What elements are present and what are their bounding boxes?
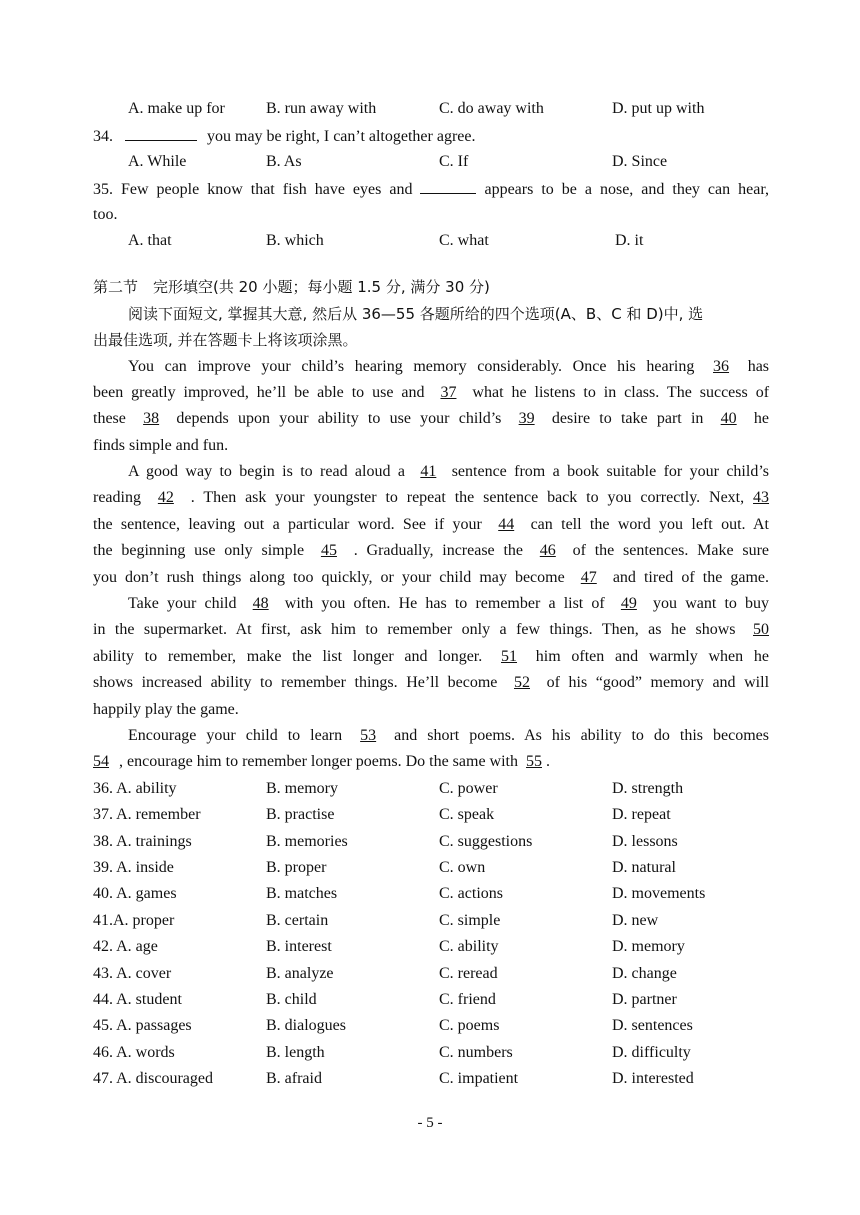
choice-d: D. interested (612, 1070, 694, 1088)
choice-b: B. length (266, 1043, 325, 1061)
choice-c: C. friend (439, 990, 496, 1008)
q35-option-d: D. it (615, 231, 644, 249)
passage-p4-line2 (93, 749, 769, 775)
choice-d: D. difficulty (612, 1043, 691, 1061)
passage-text: and short poems. As his ability to do this becomes (394, 726, 769, 744)
blank-48: 48 (252, 595, 269, 613)
exam-page (93, 96, 769, 1092)
choice-c: C. suggestions (439, 832, 533, 850)
choice-a: 43. A. cover (93, 964, 172, 982)
passage-text: can tell the word you left out. At (530, 515, 770, 533)
choice-c: C. poems (439, 1017, 500, 1035)
choice-d: D. repeat (612, 806, 671, 824)
q35-text-before: Few people know that fish have eyes and (121, 181, 413, 199)
choice-d: D. sentences (612, 1017, 693, 1035)
choice-a: 42. A. age (93, 938, 158, 956)
choice-c: C. reread (439, 964, 498, 982)
choice-b: B. matches (266, 885, 338, 903)
q33-options (93, 96, 769, 122)
passage-p2-line5 (93, 565, 769, 591)
passage-text: , encourage him to remember longer poems. Do the same with (119, 753, 518, 771)
q34-text: you may be right, I can’t altogether agree. (207, 128, 476, 146)
passage-text: desire to take part in (551, 410, 704, 428)
choice-b: B. proper (266, 858, 327, 876)
passage-text: depends upon your ability to use your child’s (176, 410, 502, 428)
q35-blank (420, 175, 476, 194)
choice-b: B. memories (266, 832, 348, 850)
choice-a: 47. A. discouraged (93, 1070, 213, 1088)
passage-text: the beginning use only simple (93, 542, 305, 560)
q35-option-b: B. which (266, 231, 324, 249)
choice-a: 36. A. ability (93, 779, 177, 797)
passage-text: . (546, 753, 550, 771)
choice-row (93, 802, 769, 828)
choice-row (93, 987, 769, 1013)
choice-a: 45. A. passages (93, 1017, 192, 1035)
section-spacer (93, 254, 769, 274)
passage-text: A good way to begin is to read aloud a (128, 463, 405, 481)
choice-row (93, 881, 769, 907)
passage-text: with you often. He has to remember a list of (284, 595, 605, 613)
q34-options (93, 149, 769, 175)
choice-row (93, 961, 769, 987)
q35-options (93, 228, 769, 254)
choice-row (93, 908, 769, 934)
page-number: - 5 - (417, 1115, 443, 1131)
blank-43: 43 (753, 489, 770, 507)
q34-blank (125, 122, 197, 141)
passage-text: You can improve your child’s hearing memory considerably. Once his hearing (128, 357, 695, 375)
choice-c: C. numbers (439, 1043, 513, 1061)
passage-text: these (93, 410, 126, 428)
q33-option-d: D. put up with (612, 100, 705, 117)
q34-option-c: C. If (439, 152, 469, 170)
choice-row (93, 1066, 769, 1092)
passage-text: the sentence, leaving out a particular word. See if your (93, 515, 482, 533)
choice-c: C. power (439, 779, 498, 797)
passage-p2-line4 (93, 538, 769, 564)
section-instruction-1: 阅读下面短文, 掌握其大意, 然后从 36—55 各题所给的四个选项(A、B、C 和 D)中, 选 (128, 304, 704, 323)
choice-d: D. natural (612, 858, 676, 876)
q35-text-after: appears to be a nose, and they can hear, (484, 181, 770, 199)
q34-option-d: D. Since (612, 152, 668, 170)
q33-option-b: B. run away with (266, 100, 377, 117)
passage-text: and tired of the game. (612, 568, 770, 586)
passage-p4-line1 (93, 723, 769, 749)
choice-a: 39. A. inside (93, 858, 174, 876)
q34-option-a: A. While (128, 152, 187, 170)
passage-text: Take your child (128, 595, 237, 613)
choice-d: D. partner (612, 990, 677, 1008)
choice-row (93, 776, 769, 802)
choice-a: 46. A. words (93, 1043, 175, 1061)
blank-53: 53 (360, 726, 377, 744)
q33-option-c: C. do away with (439, 100, 544, 117)
choice-d: D. movements (612, 885, 706, 903)
choice-c: C. impatient (439, 1070, 519, 1088)
blank-45: 45 (320, 542, 337, 560)
blank-39: 39 (518, 410, 535, 428)
choice-b: B. memory (266, 779, 338, 797)
q35-stem (93, 175, 769, 201)
section-heading: 第二节 完形填空(共 20 小题；每小题 1.5 分, 满分 30 分) (93, 278, 490, 297)
choice-row (93, 855, 769, 881)
choice-d: D. memory (612, 938, 685, 956)
blank-54: 54 (93, 753, 109, 771)
choice-row (93, 829, 769, 855)
passage-text: reading (93, 489, 141, 507)
q35-option-a: A. that (128, 231, 172, 249)
choice-row (93, 1040, 769, 1066)
passage-p2-line3 (93, 512, 769, 538)
passage-text: you don’t rush things along too quickly, or your child may become (93, 568, 565, 586)
blank-46: 46 (539, 542, 556, 560)
passage-p1-line4: finds simple and fun. (93, 436, 229, 454)
passage-text: of his “good” memory and will (546, 674, 770, 692)
passage-text: ability to remember, make the list longer and longer. (93, 647, 483, 665)
choice-a: 37. A. remember (93, 806, 201, 824)
passage-p3-line1 (93, 591, 769, 617)
choice-b: B. practise (266, 806, 335, 824)
q34-option-b: B. As (266, 152, 302, 170)
passage-p3-line2 (93, 617, 769, 643)
passage-text: in the supermarket. At first, ask him to remember only a few things. Then, as he shows (93, 621, 736, 639)
passage-text: . Then ask your youngster to repeat the sentence back to you correctly. Next, (190, 489, 745, 507)
passage-p1-line3 (93, 406, 769, 432)
choice-a: 38. A. trainings (93, 832, 192, 850)
passage-text: sentence from a book suitable for your child’s (451, 463, 769, 481)
q34-number: 34. (93, 128, 113, 146)
choice-row (93, 1013, 769, 1039)
choice-b: B. analyze (266, 964, 334, 982)
blank-50: 50 (753, 621, 769, 639)
choice-row (93, 934, 769, 960)
choice-b: B. dialogues (266, 1017, 346, 1035)
passage-text: shows increased ability to remember things. He’ll become (93, 674, 498, 692)
choice-b: B. certain (266, 911, 329, 929)
passage-p2-line2 (93, 485, 769, 511)
choice-c: C. simple (439, 911, 501, 929)
q35-stem-wrap: too. (93, 205, 118, 223)
passage-text: Encourage your child to learn (128, 726, 343, 744)
passage-text: of the sentences. Make sure (572, 542, 770, 560)
blank-49: 49 (620, 595, 637, 613)
blank-36: 36 (713, 357, 730, 375)
passage-p1-line1 (93, 354, 769, 380)
choice-d: D. change (612, 964, 677, 982)
blank-55: 55 (526, 753, 542, 771)
blank-51: 51 (501, 647, 518, 665)
passage-text: been greatly improved, he’ll be able to use and (93, 383, 425, 401)
choice-a: 44. A. student (93, 990, 182, 1008)
passage-text: what he listens to in class. The success of (472, 383, 770, 401)
q34-stem (93, 122, 769, 148)
blank-47: 47 (580, 568, 597, 586)
choice-c: C. speak (439, 806, 495, 824)
choice-d: D. strength (612, 779, 684, 797)
passage-p3-line4 (93, 670, 769, 696)
passage-text: has (747, 357, 770, 375)
passage-text: you want to buy (653, 595, 770, 613)
choice-c: C. actions (439, 885, 503, 903)
blank-42: 42 (157, 489, 174, 507)
blank-41: 41 (420, 463, 437, 481)
passage-p2-line1 (93, 459, 769, 485)
choice-d: D. new (612, 911, 659, 929)
choice-d: D. lessons (612, 832, 678, 850)
blank-52: 52 (514, 674, 530, 692)
q33-option-a: A. make up for (128, 100, 225, 117)
choice-b: B. interest (266, 938, 332, 956)
q35-option-c: C. what (439, 231, 489, 249)
choice-c: C. own (439, 858, 486, 876)
choice-a: 41.A. proper (93, 911, 175, 929)
blank-44: 44 (498, 515, 515, 533)
blank-38: 38 (143, 410, 160, 428)
choice-a: 40. A. games (93, 885, 177, 903)
choice-c: C. ability (439, 938, 499, 956)
passage-p3-line5: happily play the game. (93, 700, 239, 718)
blank-40: 40 (720, 410, 737, 428)
section-instruction-2: 出最佳选项, 并在答题卡上将该项涂黑。 (93, 331, 358, 350)
passage-text: he (753, 410, 769, 428)
blank-37: 37 (440, 383, 457, 401)
q35-number: 35. (93, 181, 113, 199)
choice-b: B. afraid (266, 1070, 322, 1088)
passage-text: him often and warmly when he (535, 647, 770, 665)
passage-text: . Gradually, increase the (353, 542, 523, 560)
choice-b: B. child (266, 990, 317, 1008)
passage-p3-line3 (93, 644, 769, 670)
passage-p1-line2 (93, 380, 769, 406)
